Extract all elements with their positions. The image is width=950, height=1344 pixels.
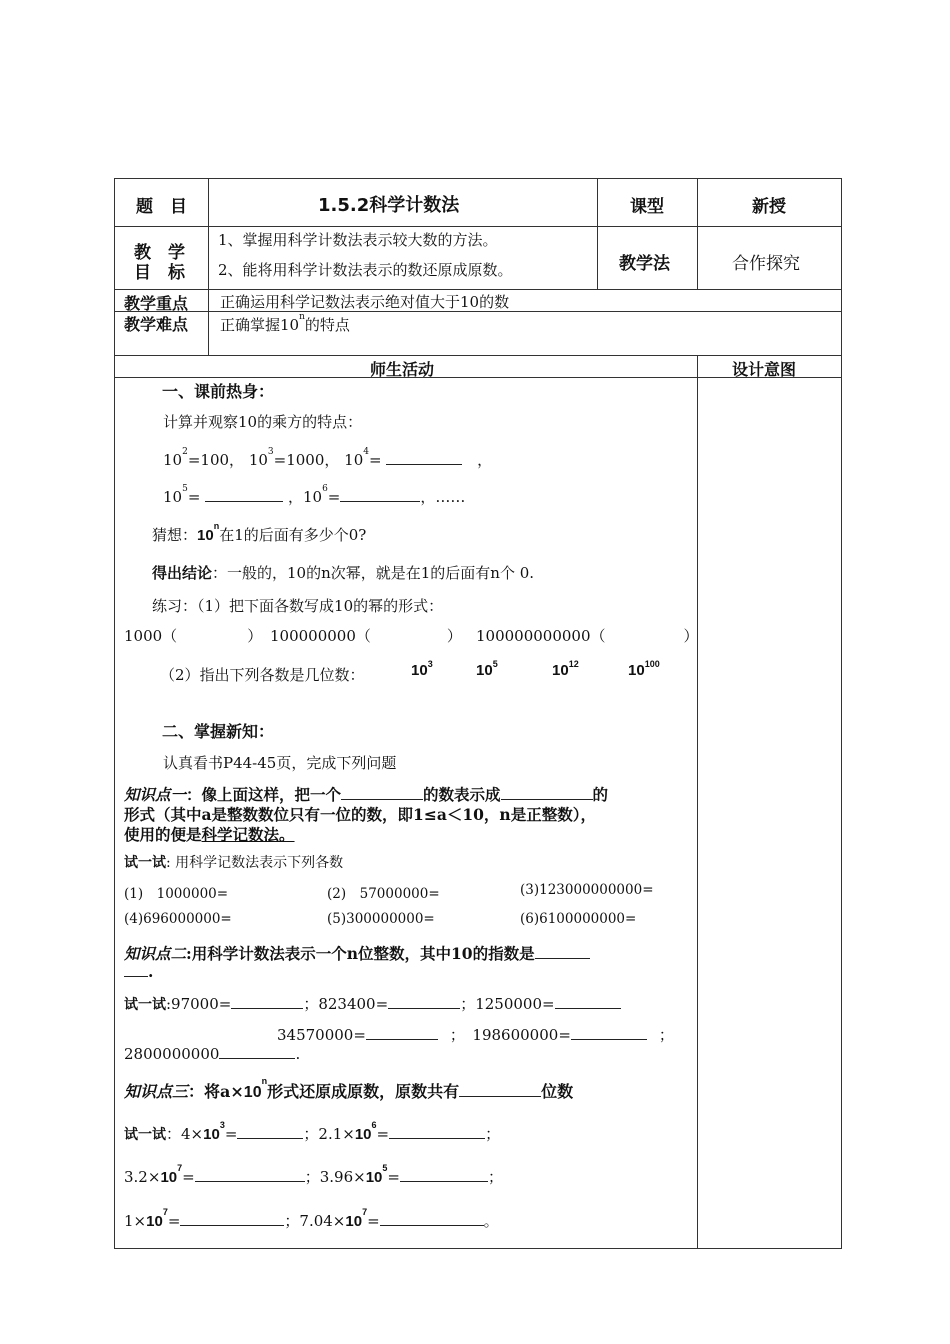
- answer-blank[interactable]: [389, 1124, 485, 1139]
- answer-blank[interactable]: [205, 487, 283, 502]
- difficult-point-value: 正确掌握10$^n$的特点: [220, 312, 350, 334]
- answer-blank[interactable]: [501, 785, 593, 800]
- answer-blank[interactable]: [219, 1044, 295, 1059]
- answer-blank[interactable]: [555, 994, 621, 1009]
- column-activity: 师生活动: [370, 360, 435, 379]
- section1-intro: 计算并观察10的乘方的特点：: [163, 413, 363, 431]
- answer-blank[interactable]: [195, 1167, 305, 1182]
- power-line-1: $10^2=100$， $10^3=1000$， $10^4=$ ，: [163, 447, 493, 469]
- column-design: 设计意图: [732, 360, 797, 379]
- guess-line: 猜想：10$^n$在1的后面有多少个0?: [152, 521, 367, 544]
- try-1-prompt: 试一试: 用科学记数法表示下列各数: [124, 855, 344, 871]
- power-10-5: $10^5$: [476, 659, 498, 679]
- section2-heading: 二、掌握新知：: [162, 722, 275, 741]
- answer-blank[interactable]: [400, 1167, 488, 1182]
- try-2-line-1: 试一试:97000= ；823400= ；1250000=: [124, 993, 621, 1014]
- knowledge-point-1-line-2: 形式（其中a是整数数位只有一位的数，即1≤a＜10，n是正整数），: [124, 805, 596, 824]
- knowledge-point-1-line-3: 使用的便是科学记数法。: [124, 825, 295, 844]
- lesson-type-value: 新授: [752, 197, 786, 217]
- conclusion-line: 得出结论：一般的，10的n次幂，就是在1的后面有n个 0.: [152, 564, 535, 582]
- lesson-title: 1.5.2科学计数法: [318, 195, 460, 216]
- try-1-item-1: (1) 1000000=: [124, 886, 229, 902]
- practice-1-prompt: 练习：（1）把下面各数写成10的幂的形式：: [152, 597, 444, 615]
- lesson-type-label: 课型: [630, 197, 664, 217]
- power-10n: 10$^n$: [197, 521, 220, 544]
- try-1-item-3: (3)123000000000=: [520, 882, 654, 898]
- answer-blank[interactable]: [341, 785, 423, 800]
- objective-1: 1、掌握用科学计数法表示较大数的方法。: [218, 231, 498, 249]
- answer-blank[interactable]: [571, 1025, 647, 1040]
- objectives-label-1: 教 学: [134, 243, 185, 263]
- try-1-item-5: (5)300000000=: [327, 911, 435, 927]
- practice-1-item-2: 100000000（ ）: [270, 627, 462, 645]
- power-10-12: $10^{12}$: [552, 659, 579, 679]
- try-1-item-2: (2) 57000000=: [327, 886, 440, 902]
- try-3-line-2: $3.2\times 10^7=$ ；$3.96\times 10^5=$ ；: [124, 1163, 503, 1186]
- answer-blank[interactable]: [180, 1211, 284, 1226]
- try-2-line-2: 34570000= ； 198600000= ；: [277, 1026, 674, 1044]
- try-3-line-3: $1\times 10^7=$ ；$7.04\times 10^7=$ 。: [124, 1207, 499, 1230]
- power-line-2: $10^5=$ ，$10^6=$ ，……: [163, 484, 466, 506]
- try-3-line-1: 试一试：$4\times 10^3=$ ；$2.1\times 10^6=$ ；: [124, 1120, 501, 1143]
- method-label: 教学法: [619, 254, 670, 274]
- title-label: 题 目: [136, 197, 187, 217]
- knowledge-point-2-line-2: .: [124, 962, 153, 981]
- answer-blank[interactable]: [535, 944, 590, 959]
- method-value: 合作探究: [732, 254, 800, 274]
- answer-blank[interactable]: [459, 1082, 541, 1097]
- try-1-item-4: (4)696000000=: [124, 911, 232, 927]
- answer-blank[interactable]: [366, 1025, 438, 1040]
- knowledge-point-2: 知识点二:用科学计数法表示一个n位整数，其中10的指数是: [124, 942, 590, 964]
- knowledge-point-3: 知识点三：将$a\times 10^n$形式还原成原数，原数共有 位数: [124, 1076, 574, 1101]
- section2-intro: 认真看书P44-45页，完成下列问题: [163, 754, 397, 772]
- answer-blank[interactable]: [124, 962, 148, 977]
- objectives-label-2: 目 标: [134, 263, 185, 283]
- power-10-3: $10^3$: [411, 659, 433, 679]
- difficult-point-label: 教学难点: [124, 315, 189, 334]
- key-point-label: 教学重点: [124, 294, 189, 313]
- answer-blank[interactable]: [231, 994, 303, 1009]
- power-10-100: $10^{100}$: [628, 659, 660, 679]
- practice-1-item-1: 1000（ ）: [124, 627, 263, 645]
- practice-2-prompt: （2）指出下列各数是几位数：: [160, 666, 365, 684]
- answer-blank[interactable]: [386, 450, 462, 465]
- objective-2: 2、能将用科学计数法表示的数还原成原数。: [218, 261, 513, 279]
- try-2-line-3: 2800000000 .: [124, 1045, 301, 1063]
- answer-blank[interactable]: [340, 487, 420, 502]
- try-1-item-6: (6)6100000000=: [520, 911, 637, 927]
- answer-blank[interactable]: [380, 1211, 484, 1226]
- practice-1-item-3: 100000000000（ ）: [476, 627, 699, 645]
- answer-blank[interactable]: [388, 994, 460, 1009]
- knowledge-point-1: 知识点一：像上面这样，把一个 的数表示成 的: [124, 785, 609, 804]
- section1-heading: 一、课前热身：: [162, 382, 275, 401]
- key-point-value: 正确运用科学记数法表示绝对值大于10的数: [220, 293, 510, 311]
- answer-blank[interactable]: [237, 1124, 303, 1139]
